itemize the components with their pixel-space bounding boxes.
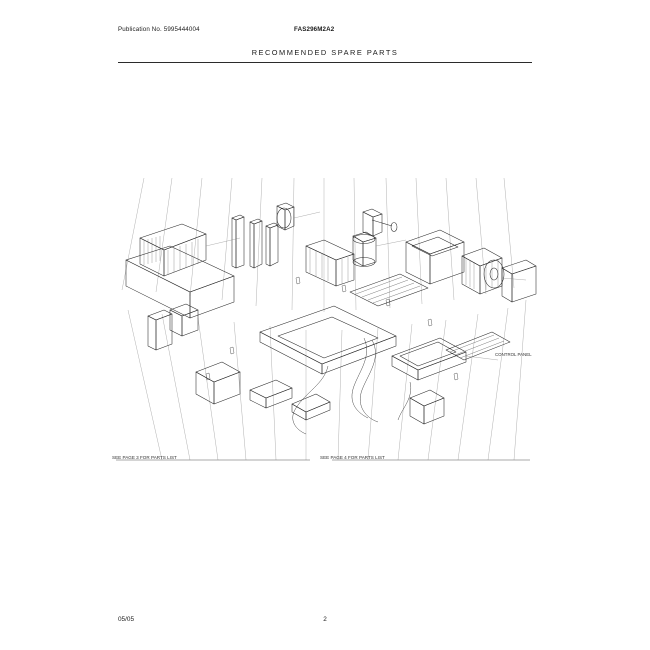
model-number: FAS296M2A2 — [294, 26, 335, 33]
document-footer — [118, 616, 532, 628]
footer-date: 05/05 — [118, 616, 134, 623]
publication-label: Publication No. — [118, 26, 162, 33]
document-header — [118, 26, 532, 44]
figure-side-note: CONTROL PANEL — [495, 352, 532, 357]
publication-number — [118, 26, 200, 33]
exploded-parts-diagram — [110, 160, 540, 480]
page-title-wrap — [118, 48, 532, 57]
page-title: RECOMMENDED SPARE PARTS — [251, 48, 399, 57]
header-divider — [118, 62, 532, 63]
footer-page-number: 2 — [323, 616, 327, 623]
publication-value: 5995444004 — [163, 26, 200, 33]
figure-caption-left: SEE PAGE 3 FOR PARTS LIST — [112, 455, 177, 460]
figure-caption-right: SEE PAGE 4 FOR PARTS LIST — [320, 455, 385, 460]
